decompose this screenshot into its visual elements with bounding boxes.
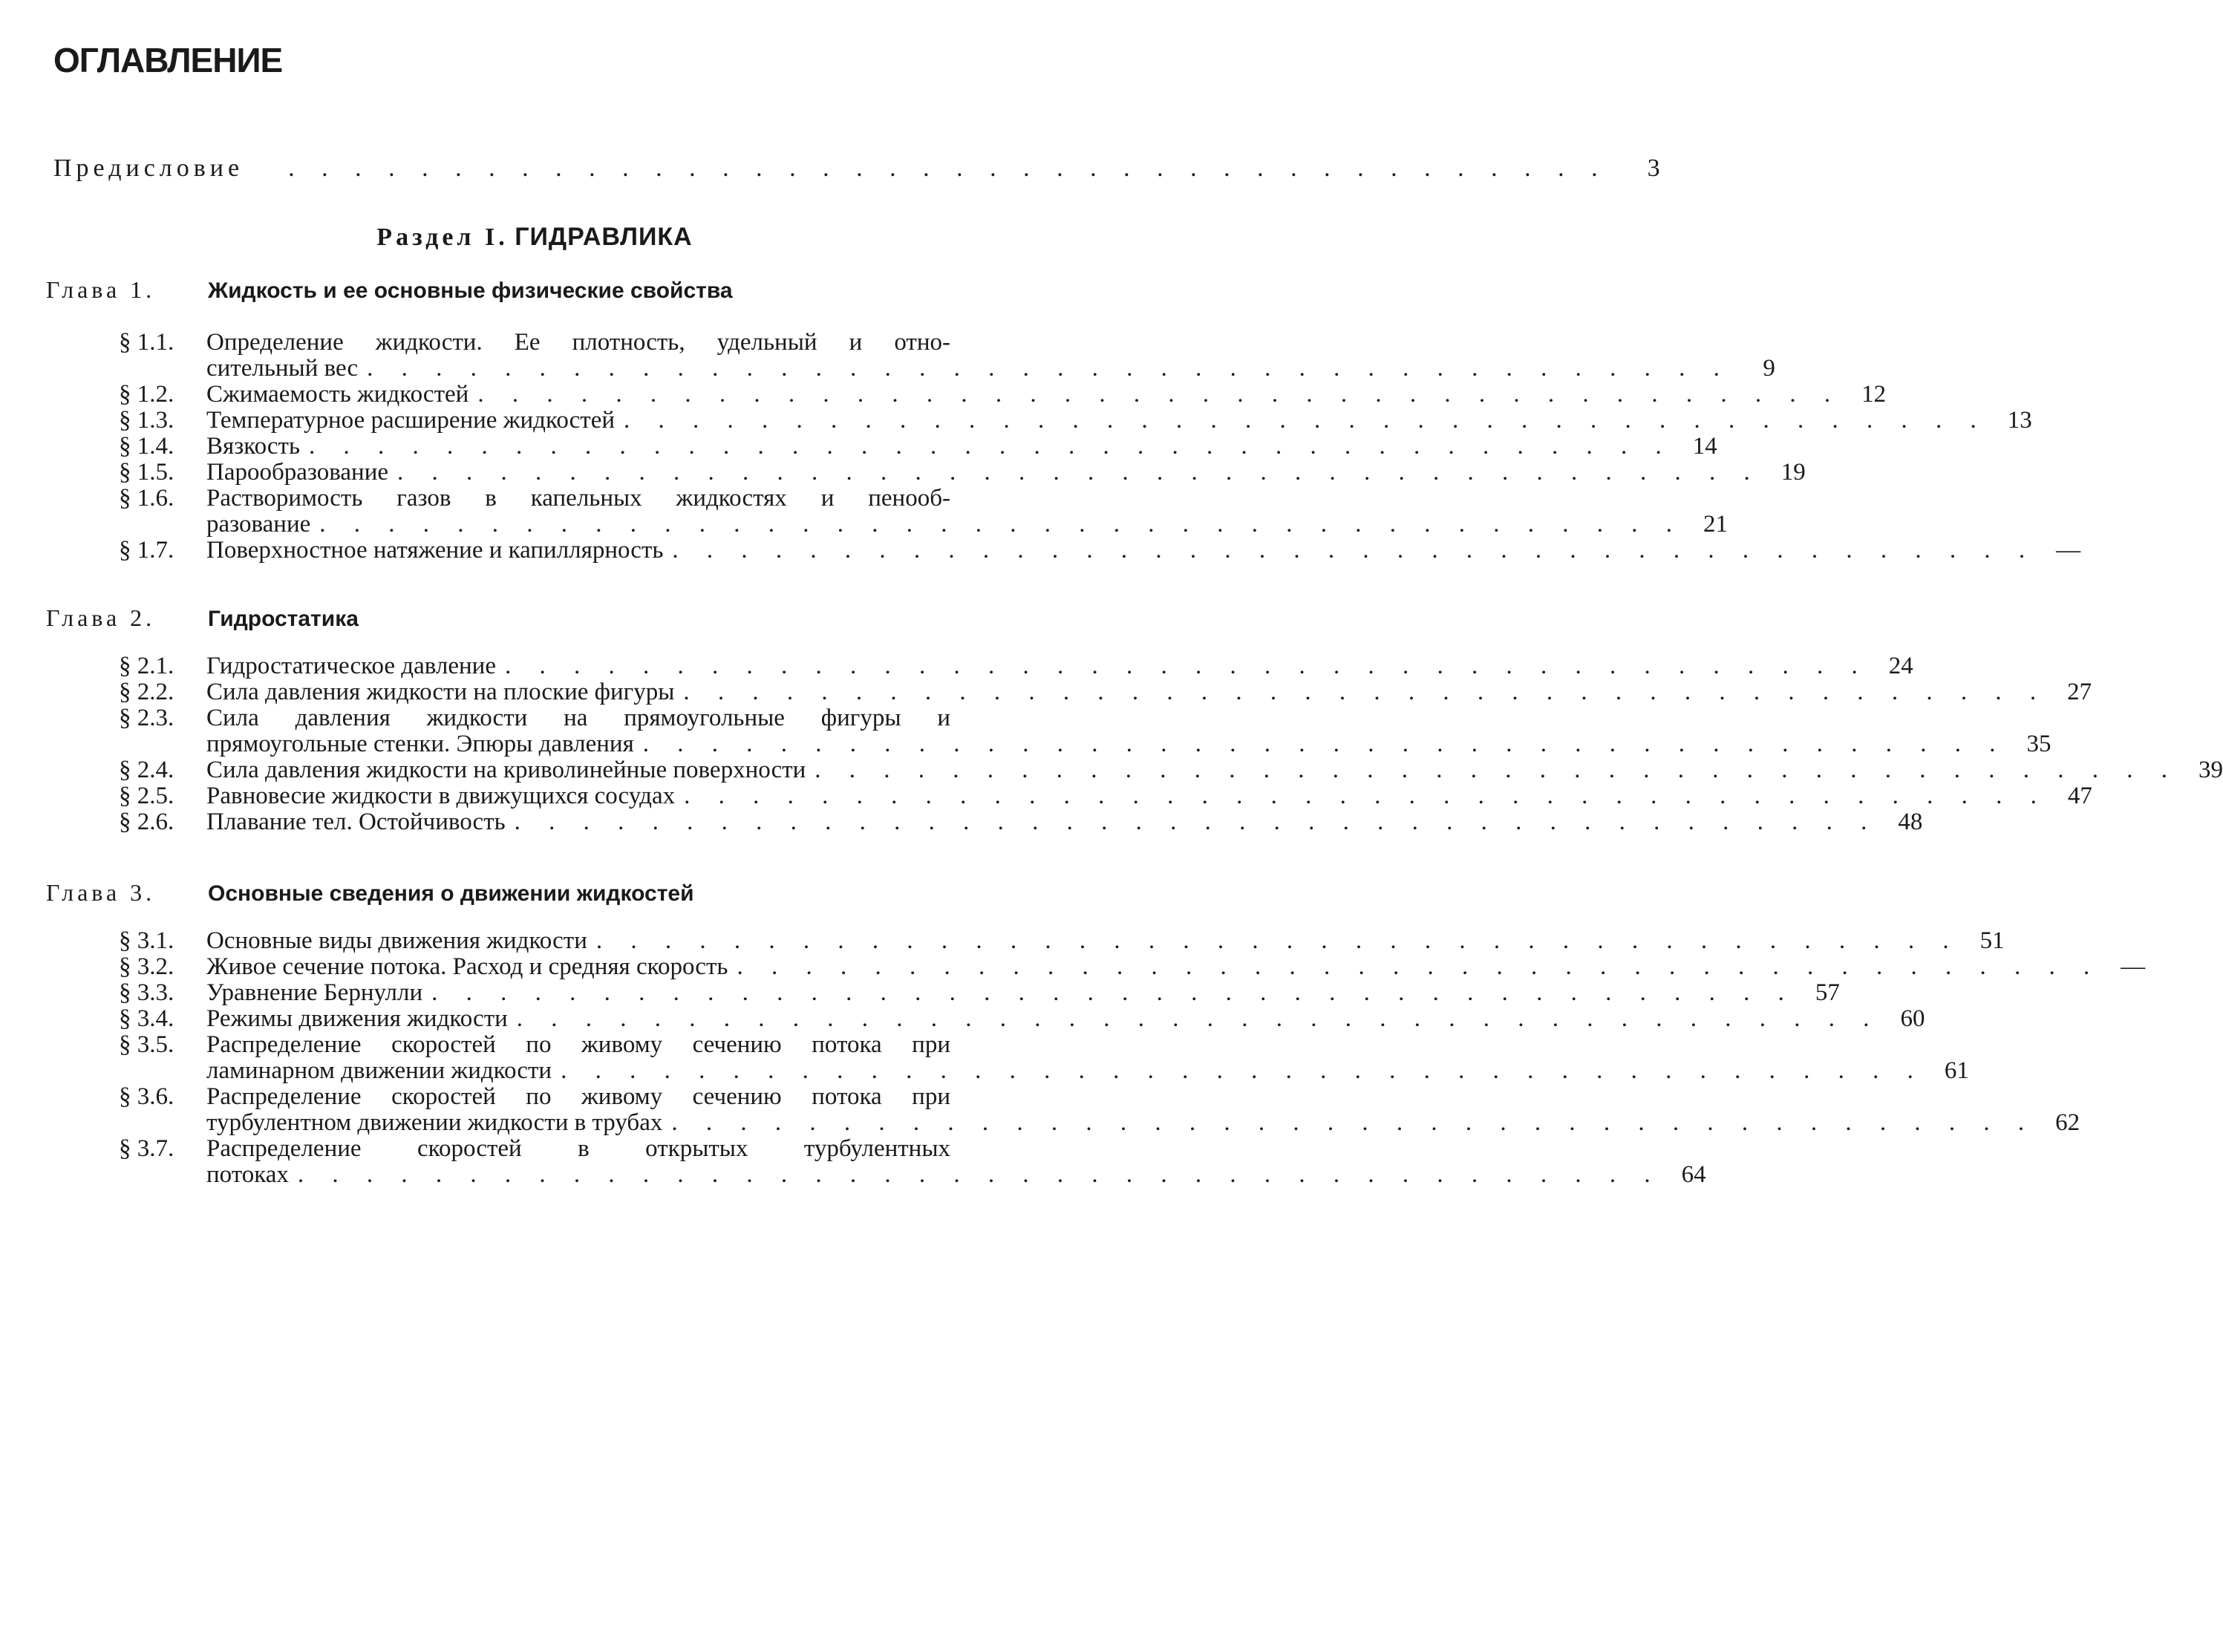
chapter-2-sections: [119, 653, 2223, 835]
section-title-text: ламинарном движении жидкости: [206, 1057, 552, 1084]
page-number: 35: [2026, 731, 2051, 757]
leader-dots: . . . . . . . . . . . . . . . . . . . . . . . . . . . . . . . . . . . . . . . .: [309, 433, 1673, 460]
section-title: [206, 1135, 1706, 1188]
section-title-line: [206, 809, 1923, 835]
section-title-text: Основные виды движения жидкости: [206, 927, 587, 954]
toc-entry[interactable]: [119, 329, 1775, 382]
leader-dots: . . . . . . . . . . . . . . . . . . . . . . . . . . . . . . . . . . . . . . . .: [683, 679, 2048, 705]
section-title-line: [206, 1161, 1706, 1188]
toc-entry[interactable]: [119, 783, 2092, 809]
section-title-line: [206, 459, 1806, 486]
chapter-label: Глава 2.: [46, 604, 156, 631]
section-title-line: [206, 679, 2092, 705]
section-title-text: Распределение скоростей по живому сечению потока при: [206, 1083, 950, 1110]
preface-page-number: 3: [1647, 154, 1660, 182]
section-title: [206, 653, 1913, 679]
section-title-text: Уравнение Бернулли: [206, 979, 423, 1006]
section-number: § 3.2.: [119, 953, 174, 980]
section-title-text: сительный вес: [206, 355, 359, 382]
section-number: § 2.1.: [119, 653, 174, 679]
page-number: 14: [1692, 433, 1717, 460]
section-title-text: Режимы движения жидкости: [206, 1005, 508, 1032]
section-title-line: [206, 537, 2081, 564]
section-number: § 3.5.: [119, 1031, 174, 1058]
section-title-line: [206, 1005, 1925, 1032]
page-number: 62: [2055, 1109, 2080, 1136]
section-title-text: Сжимаемость жидкостей: [206, 381, 469, 408]
section-title-line: [206, 355, 1775, 382]
chapter-3-sections: [119, 927, 2146, 1188]
toc-entry[interactable]: [119, 1031, 1969, 1084]
toc-entry[interactable]: [119, 433, 1717, 460]
toc-entry[interactable]: [119, 653, 1913, 679]
section-title-line: [206, 783, 2092, 809]
section-title-text: Распределение скоростей по живому сечению потока при: [206, 1031, 950, 1058]
section-title-text: Сила давления жидкости на криволинейные поверхности: [206, 757, 806, 783]
section-number: § 1.7.: [119, 537, 174, 564]
chapter-3-heading[interactable]: [46, 881, 982, 905]
page-number: 64: [1681, 1161, 1706, 1188]
section-title: [206, 1031, 1969, 1084]
section-title-text: Поверхностное натяжение и капиллярность: [206, 537, 664, 564]
section-title-line: [206, 731, 2051, 757]
section-title: [206, 1083, 2080, 1136]
section-title-text: потоках: [206, 1161, 289, 1188]
page-number: —: [2056, 537, 2081, 564]
section-title-line: [206, 1084, 977, 1110]
leader-dots: . . . . . . . . . . . . . . . . . . . . . . . . . . . . . . . . . . . . . . . .: [516, 1005, 1881, 1032]
section-number: § 2.6.: [119, 809, 174, 835]
part-title: ГИДРАВЛИКА: [515, 223, 693, 251]
preface-leader-dots: . . . . . . . . . . . . . . . . . . . . . . . . . . . . . . . . . . . . . . . .: [288, 154, 1608, 182]
toc-entry[interactable]: [119, 1083, 2080, 1136]
section-title: [206, 679, 2092, 705]
section-number: § 3.1.: [119, 927, 174, 954]
section-number: § 1.1.: [119, 329, 174, 356]
toc-entry[interactable]: [119, 537, 2081, 564]
leader-dots: . . . . . . . . . . . . . . . . . . . . . . . . . . . . . . . . . . . . . . . .: [737, 953, 2101, 980]
toc-entry[interactable]: [119, 705, 2051, 757]
section-title-text: Сила давления жидкости на прямоугольные фигуры и: [206, 705, 950, 731]
section-title-text: Парообразование: [206, 459, 389, 486]
toc-entry[interactable]: [119, 927, 2005, 954]
section-number: § 3.4.: [119, 1005, 174, 1032]
toc-entry[interactable]: [119, 809, 1923, 835]
toc-entry[interactable]: [119, 953, 2146, 980]
section-title: [206, 953, 2146, 980]
leader-dots: . . . . . . . . . . . . . . . . . . . . . . . . . . . . . . . . . . . . . . . .: [672, 537, 2037, 564]
page-number: —: [2121, 953, 2146, 980]
chapter-title: Основные сведения о движении жидкостей: [208, 881, 694, 906]
section-title-text: Равновесие жидкости в движущихся сосудах: [206, 783, 676, 809]
preface-label: Предисловие: [53, 154, 244, 182]
section-title: [206, 485, 1728, 538]
section-number: § 2.4.: [119, 757, 174, 783]
section-title-line: [206, 433, 1717, 460]
toc-entry[interactable]: [119, 407, 2032, 434]
preface-entry[interactable]: [53, 154, 1660, 182]
section-title-line: [206, 511, 1728, 538]
page-number: 47: [2067, 783, 2092, 809]
section-title-text: Температурное расширение жидкостей: [206, 407, 616, 434]
leader-dots: . . . . . . . . . . . . . . . . . . . . . . . . . . . . . . . . . . . . . . . .: [561, 1057, 1925, 1084]
section-title-text: турбулентном движении жидкости в трубах: [206, 1109, 663, 1136]
section-title: [206, 783, 2092, 809]
section-title-line: [206, 486, 977, 512]
section-title-line: [206, 330, 977, 356]
chapter-title: Жидкость и ее основные физические свойства: [208, 278, 733, 303]
toc-entry[interactable]: [119, 679, 2092, 705]
leader-dots: . . . . . . . . . . . . . . . . . . . . . . . . . . . . . . . . . . . . . . . .: [367, 355, 1731, 382]
chapter-2-heading[interactable]: [46, 606, 982, 630]
leader-dots: . . . . . . . . . . . . . . . . . . . . . . . . . . . . . . . . . . . . . . . .: [397, 459, 1761, 486]
toc-entry[interactable]: [119, 979, 1840, 1006]
section-title-text: Гидростатическое давление: [206, 653, 496, 679]
section-number: § 1.4.: [119, 433, 174, 460]
page-number: 61: [1944, 1057, 1969, 1084]
section-title-text: Вязкость: [206, 433, 301, 460]
section-title: [206, 705, 2051, 757]
leader-dots: . . . . . . . . . . . . . . . . . . . . . . . . . . . . . . . . . . . . . . . .: [642, 731, 2007, 757]
toc-entry[interactable]: [119, 485, 1728, 538]
section-title-line: [206, 407, 2032, 434]
section-title-line: [206, 705, 977, 731]
leader-dots: . . . . . . . . . . . . . . . . . . . . . . . . . . . . . . . . . . . . . . . .: [684, 783, 2048, 809]
section-number: § 1.6.: [119, 485, 174, 512]
section-title: [206, 757, 2223, 783]
leader-dots: . . . . . . . . . . . . . . . . . . . . . . . . . . . . . . . . . . . . . . . .: [431, 979, 1795, 1006]
section-number: § 3.7.: [119, 1135, 174, 1162]
section-title: [206, 1005, 1925, 1032]
chapter-label: Глава 1.: [46, 276, 156, 303]
page-number: 27: [2067, 679, 2092, 705]
section-title-line: [206, 653, 1913, 679]
toc-entry[interactable]: [119, 1135, 1706, 1188]
leader-dots: . . . . . . . . . . . . . . . . . . . . . . . . . . . . . . . . . . . . . . . .: [297, 1161, 1662, 1188]
section-title: [206, 329, 1775, 382]
section-title-line: [206, 1057, 1969, 1084]
section-number: § 1.5.: [119, 459, 174, 486]
section-title-line: [206, 381, 1887, 408]
part-heading: [0, 224, 1069, 250]
leader-dots: . . . . . . . . . . . . . . . . . . . . . . . . . . . . . . . . . . . . . . . .: [319, 511, 1683, 538]
page-number: 21: [1703, 511, 1728, 538]
section-title: [206, 809, 1923, 835]
section-title-text: разование: [206, 511, 311, 538]
chapter-title: Гидростатика: [208, 607, 359, 631]
section-number: § 1.2.: [119, 381, 174, 408]
section-title-line: [206, 979, 1840, 1006]
section-title-text: Плавание тел. Остойчивость: [206, 809, 506, 835]
section-title-text: Распределение скоростей в открытых турбулентных: [206, 1135, 950, 1162]
leader-dots: . . . . . . . . . . . . . . . . . . . . . . . . . . . . . . . . . . . . . . . .: [595, 927, 1960, 954]
section-number: § 2.5.: [119, 783, 174, 809]
section-number: § 2.3.: [119, 705, 174, 731]
leader-dots: . . . . . . . . . . . . . . . . . . . . . . . . . . . . . . . . . . . . . . . .: [514, 809, 1878, 835]
section-title-line: [206, 1032, 977, 1058]
leader-dots: . . . . . . . . . . . . . . . . . . . . . . . . . . . . . . . . . . . . . . . .: [624, 407, 1988, 434]
leader-dots: . . . . . . . . . . . . . . . . . . . . . . . . . . . . . . . . . . . . . . . .: [477, 381, 1842, 408]
page-number: 60: [1900, 1005, 1925, 1032]
chapter-1-heading[interactable]: [46, 278, 982, 302]
section-title: [206, 407, 2032, 434]
page-number: 19: [1780, 459, 1806, 486]
section-title: [206, 537, 2081, 564]
page-number: 51: [1979, 927, 2005, 954]
leader-dots: . . . . . . . . . . . . . . . . . . . . . . . . . . . . . . . . . . . . . . . .: [815, 757, 2179, 783]
section-title-text: Сила давления жидкости на плоские фигуры: [206, 679, 675, 705]
section-number: § 3.3.: [119, 979, 174, 1006]
section-title-line: [206, 1109, 2080, 1136]
toc-entry[interactable]: [119, 757, 2223, 783]
section-title-line: [206, 757, 2223, 783]
section-title: [206, 927, 2005, 954]
chapter-1-sections: [119, 329, 2081, 564]
section-title-line: [206, 1136, 977, 1162]
part-label: Раздел I.: [376, 223, 509, 251]
toc-entry[interactable]: [119, 1005, 1925, 1032]
section-title-text: Растворимость газов в капельных жидкостях и пенооб-: [206, 485, 950, 512]
section-title-text: Живое сечение потока. Расход и средняя скорость: [206, 953, 728, 980]
section-number: § 2.2.: [119, 679, 174, 705]
section-title: [206, 979, 1840, 1006]
page-title: ОГЛАВЛЕНИЕ: [53, 41, 283, 79]
section-title: [206, 381, 1887, 408]
toc-entry[interactable]: [119, 459, 1806, 486]
chapter-label: Глава 3.: [46, 879, 156, 906]
leader-dots: . . . . . . . . . . . . . . . . . . . . . . . . . . . . . . . . . . . . . . . .: [671, 1109, 2036, 1136]
section-title-line: [206, 927, 2005, 954]
section-title: [206, 459, 1806, 486]
toc-entry[interactable]: [119, 381, 1887, 408]
section-number: § 3.6.: [119, 1083, 174, 1110]
page-number: 13: [2007, 407, 2032, 434]
section-title-text: прямоугольные стенки. Эпюры давления: [206, 731, 634, 757]
page-number: 48: [1898, 809, 1923, 835]
leader-dots: . . . . . . . . . . . . . . . . . . . . . . . . . . . . . . . . . . . . . . . .: [504, 653, 1869, 679]
section-title-text: Определение жидкости. Ее плотность, удельный и отно-: [206, 329, 950, 356]
page-number: 39: [2198, 757, 2223, 783]
page-number: 24: [1888, 653, 1913, 679]
section-number: § 1.3.: [119, 407, 174, 434]
page-number: 12: [1861, 381, 1887, 408]
page-number: 57: [1815, 979, 1840, 1006]
page-number: 9: [1763, 355, 1775, 382]
section-title: [206, 433, 1717, 460]
section-title-line: [206, 953, 2146, 980]
